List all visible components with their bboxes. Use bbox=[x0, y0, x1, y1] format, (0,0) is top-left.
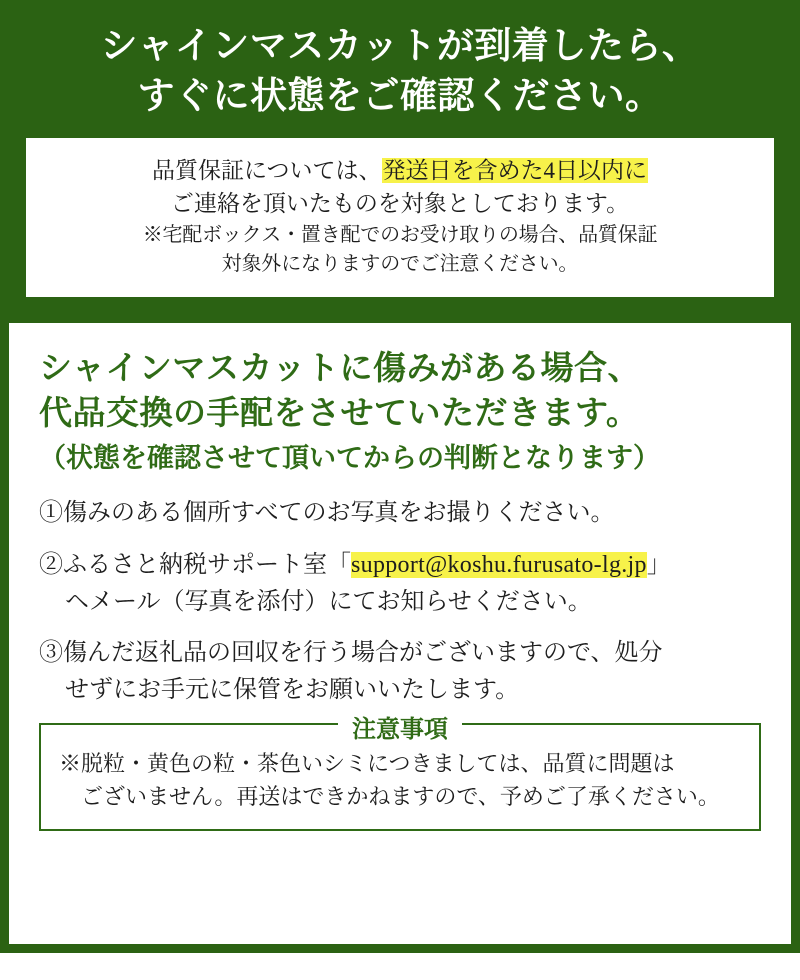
section-heading-line-2: 代品交換の手配をさせていただきます。 bbox=[39, 396, 640, 433]
quality-guarantee-notice bbox=[26, 138, 774, 297]
caution-box bbox=[39, 717, 761, 831]
notice-deadline-highlight: 発送日を含めた4日以内に bbox=[382, 157, 648, 183]
caution-text-line-1: ※脱粒・黄色の粒・茶色いシミにつきましては、品質に問題は bbox=[59, 751, 675, 777]
step-3-text-line-2: せずにお手元に保管をお願いいたします。 bbox=[65, 677, 520, 704]
section-heading-note: （状態を確認させて頂いてからの判断となります） bbox=[39, 442, 660, 473]
headline-line-2: すぐに状態をご確認ください。 bbox=[137, 75, 663, 117]
section-heading-line-1: シャインマスカットに傷みがある場合、 bbox=[39, 350, 642, 387]
section-heading bbox=[39, 347, 761, 438]
page-title bbox=[26, 22, 774, 122]
steps-list bbox=[39, 495, 761, 709]
lower-white-panel bbox=[0, 323, 800, 953]
caution-text-line-2: ございません。再送はできかねますので、予めご了承ください。 bbox=[81, 784, 720, 810]
support-email-address[interactable]: support@koshu.furusato-lg.jp bbox=[351, 551, 647, 578]
notice-line-2: ご連絡を頂いたものを対象としております。 bbox=[170, 191, 630, 217]
caution-box-title: 注意事項 bbox=[338, 709, 462, 744]
list-item bbox=[39, 547, 761, 621]
notice-line-1-pre: 品質保証については、 bbox=[151, 157, 382, 183]
caution-box-text bbox=[59, 747, 741, 813]
list-item bbox=[39, 495, 761, 532]
step-2-text-post: 」 bbox=[646, 551, 671, 578]
step-2-text-line-2: ヘメール（写真を添付）にてお知らせください。 bbox=[65, 588, 592, 615]
notice-line-4: 対象外になりますのでご注意ください。 bbox=[221, 252, 579, 275]
headline-line-1: シャインマスカットが到着したら、 bbox=[100, 26, 700, 67]
notice-line-3: ※宅配ボックス・置き配でのお受け取りの場合、品質保証 bbox=[142, 223, 658, 246]
step-3-text-line-1: ③傷んだ返礼品の回収を行う場合がございますので、処分 bbox=[39, 639, 663, 666]
list-item bbox=[39, 635, 761, 709]
step-2-text-pre: ②ふるさと納税サポート室「 bbox=[39, 551, 351, 578]
step-1-text: ①傷みのある個所すべてのお写真をお撮りください。 bbox=[39, 500, 615, 527]
top-green-panel bbox=[0, 0, 800, 323]
notice-line-1 bbox=[44, 154, 756, 187]
